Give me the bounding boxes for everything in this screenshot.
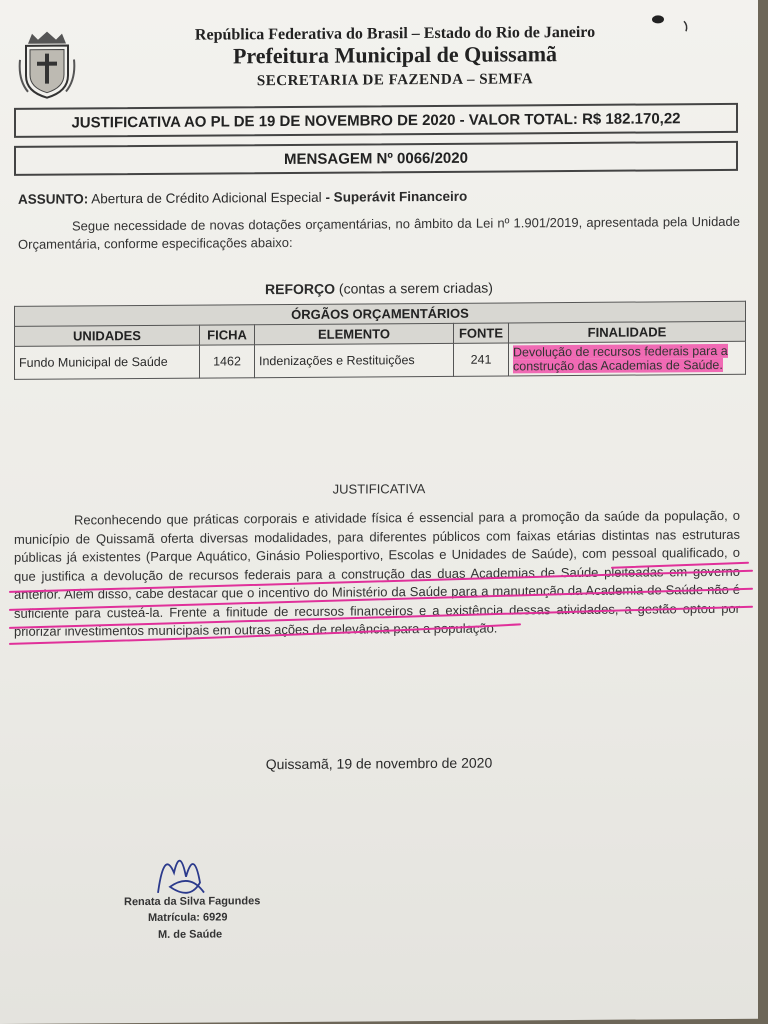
col-ficha: FICHA bbox=[200, 325, 255, 345]
assunto-label: ASSUNTO: bbox=[18, 191, 89, 207]
handwritten-signature-icon bbox=[150, 843, 210, 903]
pen-underline-marks bbox=[0, 535, 758, 650]
assunto-line bbox=[18, 189, 467, 207]
col-finalidade: FINALIDADE bbox=[509, 321, 746, 343]
place-date: Quissamã, 19 de novembro de 2020 bbox=[265, 754, 493, 773]
finalidade-highlight: Devolução de recursos federais para a construção das Academias de Saúde. bbox=[513, 343, 728, 374]
cell-fonte: 241 bbox=[454, 343, 509, 376]
header-prefeitura: Prefeitura Municipal de Quissamã bbox=[232, 41, 558, 69]
message-box: MENSAGEM Nº 0066/2020 bbox=[14, 141, 738, 176]
header-secretaria: SECRETARIA DE FAZENDA – SEMFA bbox=[256, 71, 534, 90]
col-fonte: FONTE bbox=[454, 323, 509, 343]
reforco-note: (contas a serem criadas) bbox=[338, 279, 493, 297]
signer-role: M. de Saúde bbox=[158, 928, 223, 941]
col-elemento: ELEMENTO bbox=[255, 323, 454, 344]
reforco-label: REFORÇO bbox=[265, 280, 336, 298]
cell-ficha: 1462 bbox=[200, 345, 255, 378]
cell-unidade: Fundo Municipal de Saúde bbox=[15, 345, 200, 379]
intro-paragraph: Segue necessidade de novas dotações orçamentárias, no âmbito da Lei nº 1.901/2019, apresentada pela Unidade Orçamentária, conforme especificações abaixo: bbox=[18, 213, 740, 252]
signer-name: Renata da Silva Fagundes bbox=[124, 895, 261, 909]
ink-spot-icon bbox=[646, 9, 696, 35]
cell-finalidade bbox=[509, 341, 746, 376]
reforco-heading bbox=[0, 278, 758, 299]
title-box: JUSTIFICATIVA AO PL DE 19 DE NOVEMBRO DE 2020 - VALOR TOTAL: R$ 182.170,22 bbox=[14, 103, 738, 138]
header-republic: República Federativa do Brasil – Estado do Rio de Janeiro bbox=[194, 23, 596, 44]
justificativa-title: JUSTIFICATIVA bbox=[332, 481, 426, 497]
table-caption: ÓRGÃOS ORÇAMENTÁRIOS bbox=[15, 301, 746, 326]
table-row bbox=[15, 341, 746, 379]
assunto-bold: - Superávit Financeiro bbox=[325, 188, 468, 205]
assunto-text: Abertura de Crédito Adicional Especial bbox=[91, 189, 322, 207]
cell-elemento: Indenizações e Restituições bbox=[255, 343, 454, 377]
signer-matricula: Matrícula: 6929 bbox=[148, 911, 228, 924]
col-unidades: UNIDADES bbox=[15, 325, 200, 346]
justificativa-paragraph: Reconhecendo que práticas corporais e atividade física é essencial para a promoção da saúde da população, o município de Quissamã oferta diversas modalidades, para diferentes públicos com faixas etárias distintas nas estruturas públicas já existentes (Parque Aquático, Ginásio Poliesportivo, Escolas e Unidades de Saúde), com pessoal qualificado, o que justifica a devolução de recursos federais para a construção das duas Academias de Saúde pleiteadas em governo anterior. Além disso, cabe destacar que o incentivo do Ministério da Saúde para a manutenção da Academia de Saúde não é suficiente para custeá-la. Frente a finitude de recursos financeiros e a existência dessas atividades, a gestão optou por priorizar investimentos municipais em outras ações de relevância para a população. bbox=[14, 507, 740, 639]
budget-table bbox=[14, 301, 746, 380]
municipal-crest-icon bbox=[18, 29, 76, 99]
